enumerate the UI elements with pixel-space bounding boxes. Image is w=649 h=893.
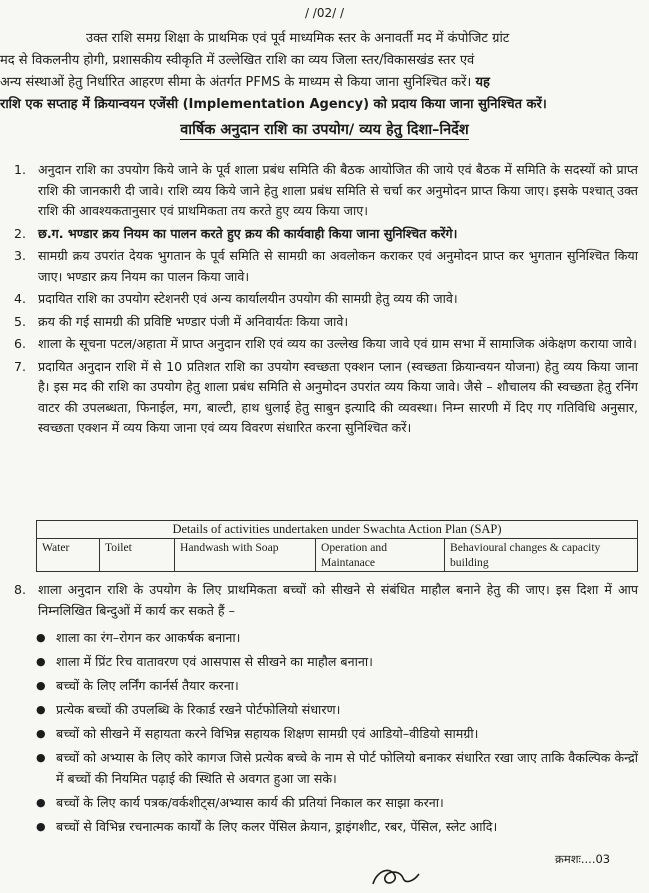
guideline-list [14, 160, 638, 441]
sap-table-title-row [37, 521, 638, 539]
intro-line-4 [0, 94, 628, 116]
item-text: अनुदान राशि का उपयोग किये जाने के पूर्व शाला प्रबंध समिति की बैठक आयोजित की जाये एवं बैठक में समिति के सदस्यों को प्राप्त राशि की जानकारी दी जावे। राशि व्यय किये जाने हेतु शाला प्रबंध समिति से चर्चा कर अनुमोदन प्राप्त किया जाए। इसके पश्चात् उक्त राशि की आवश्यकतानुसार एवं प्राथमिकता तय करते हुए व्यय किया जाए। [38, 162, 638, 218]
bullet-text: बच्चों से विभिन्न रचनात्मक कार्यों के लिए कलर पेंसिल क्रेयान, ड्राइंगशीट, रबर, पेंसिल, स्लेट आदि। [56, 818, 498, 834]
intro-line-1: उक्त राशि समग्र शिक्षा के प्राथमिक एवं पूर्व माध्यमिक स्तर के अनावर्ती मद में कंपोजिट ग्रांट [86, 31, 510, 46]
bullet-item [36, 793, 638, 814]
item-text: सामग्री क्रय उपरांत देयक भुगतान के पूर्व समिति से सामग्री का अवलोकन कराकर एवं अनुमोदन प्राप्त कर भुगतान सुनिश्चित किया जाए। भण्डार क्रय नियम का पालन किया जावे। [38, 248, 638, 284]
item-number: 8. [14, 582, 27, 597]
sap-cell-behavioural: Behavioural changes & capacity building [445, 539, 638, 572]
bullet-item [36, 700, 638, 721]
sap-cell-handwash: Handwash with Soap [175, 539, 316, 572]
sap-cell-toilet: Toilet [100, 539, 175, 572]
bullet-icon: ● [36, 727, 46, 740]
bullet-icon: ● [36, 655, 46, 668]
bullet-item [36, 724, 638, 745]
bullet-item [36, 676, 638, 697]
item-text: शाला के सूचना पटल/अहाता में प्राप्त अनुदान राशि एवं व्यय का उल्लेख किया जावे एवं ग्राम सभा में सामाजिक अंकेक्षण कराया जावे। [38, 336, 637, 351]
sap-table-row [37, 539, 638, 572]
list-item [14, 224, 638, 245]
item-number: 3. [14, 248, 27, 263]
bullet-icon: ● [36, 795, 46, 809]
signature-icon [369, 862, 429, 893]
bullet-icon: ● [36, 703, 46, 716]
item-number: 6. [14, 336, 27, 351]
intro-line-3-bold: यह [475, 75, 490, 90]
intro-line-3 [0, 72, 628, 94]
bullet-icon: ● [36, 631, 46, 644]
list-item [14, 160, 638, 222]
sap-cell-water: Water [37, 539, 100, 572]
sap-cell-operation: Operation and Maintanace [316, 539, 445, 572]
list-item [14, 246, 638, 287]
item-number: 4. [14, 291, 27, 306]
page-number: / /02/ / [304, 6, 345, 20]
bullet-text: शाला का रंग–रोगन कर आकर्षक बनाना। [56, 630, 241, 645]
bullet-item [36, 652, 638, 673]
item-number: 7. [14, 358, 27, 374]
bullet-item [36, 817, 638, 838]
list-item [14, 334, 638, 355]
section-heading [0, 119, 649, 139]
bullet-text: शाला में प्रिंट रिच वातावरण एवं आसपास से सीखने का माहौल बनाना। [56, 654, 373, 669]
item-number: 1. [14, 162, 27, 177]
bullet-text: बच्चों को सीखने में सहायता करने विभिन्न सहायक शिक्षण सामग्री एवं आडियो–वीडियो सामग्री। [56, 726, 479, 741]
bullet-icon: ● [36, 751, 46, 764]
item-text: शाला अनुदान राशि के उपयोग के लिए प्राथमिकता बच्चों को सीखने से संबंधित माहौल बनाने हेतु की जाए। इस दिशा में आप निम्नलिखित बिन्दुओं में कार्य कर सकते हैं – [38, 582, 638, 618]
list-item [14, 312, 638, 333]
intro-line-3-text: अन्य संस्थाओं हेतु निर्धारित आहरण सीमा के अंतर्गत PFMS के माध्यम से किया जाना सुनिश्चित करें। [0, 75, 472, 90]
list-item-8 [14, 580, 638, 621]
intro-paragraph [0, 28, 628, 116]
continued-marker: क्रमशः....03 [555, 852, 611, 866]
item-text: छ.ग. भण्डार क्रय नियम का पालन करते हुए क्रय की कार्यवाही किया जाना सुनिश्चित करेंगे। [38, 225, 458, 241]
item-text: प्रदायित राशि का उपयोग स्टेशनरी एवं अन्य कार्यालयीन उपयोग की सामग्री हेतु व्यय की जावे। [38, 291, 458, 306]
bullet-item [36, 748, 638, 789]
sap-table-title: Details of activities undertaken under Swachta Action Plan (SAP) [37, 521, 638, 539]
section-heading-text: वार्षिक अनुदान राशि का उपयोग/ व्यय हेतु दिशा–निर्देश [180, 122, 469, 138]
list-item [14, 357, 638, 439]
priority-bullet-list [36, 628, 638, 841]
bullet-item [36, 628, 638, 649]
bullet-text: बच्चों के लिए कार्य पत्रक/वर्कशीट्स/अभ्यास कार्य की प्रतियां निकाल कर साझा करना। [56, 794, 444, 810]
item-text: क्रय की गई सामग्री की प्रविष्टि भण्डार पंजी में अनिवार्यतः किया जावे। [38, 313, 349, 329]
intro-line-4-bold: राशि एक सप्ताह में क्रियान्वयन एजेंसी (Implementation Agency) को प्रदाय किया जाना सुनिश्चित करें। [0, 97, 547, 112]
item-number: 5. [14, 313, 27, 329]
bullet-text: बच्चों के लिए लर्निंग कार्नर्स तैयार करना। [56, 678, 239, 693]
bullet-text: बच्चों को अभ्यास के लिए कोरे कागज जिसे प्रत्येक बच्चे के नाम से पोर्ट फोलियो बनाकर संधारित रखा जाए ताकि वैकल्पिक केन्द्रों में बच्चों की नियमित पढ़ाई की स्थिति से अवगत हुआ जा सके। [56, 750, 638, 786]
item-number: 2. [14, 225, 27, 241]
sap-table [36, 520, 638, 572]
bullet-icon: ● [36, 679, 46, 692]
bullet-icon: ● [36, 819, 46, 833]
list-item [14, 289, 638, 310]
item-text: प्रदायित अनुदान राशि में से 10 प्रतिशत राशि का उपयोग स्वच्छता एक्शन प्लान (स्वच्छता क्रियान्वयन योजना) हेतु व्यय किया जाना है। इस मद की राशि का उपयोग हेतु शाला प्रबंध समिति से अनुमोदन उपरांत व्यय किया जावे। जैसे – शौचालय की स्वच्छता हेतु रनिंग वाटर की उपलब्धता, फिनाईल, मग, बाल्टी, हाथ धुलाई हेतु साबुन इत्यादि की व्यवस्था। निम्न सारणी में दिए गए गतिविधि अनुसार, स्वच्छता एक्शन में व्यय किया जाना एवं व्यय विवरण संधारित करना सुनिश्चित करें। [38, 358, 638, 435]
bullet-text: प्रत्येक बच्चों की उपलब्धि के रिकार्ड रखने पोर्टफोलियो संधारण। [56, 702, 341, 717]
intro-line-2: मद से विकलनीय होगी, प्रशासकीय स्वीकृति में उल्लेखित राशि का व्यय जिला स्तर/विकासखंड स्तर एवं [0, 53, 475, 68]
